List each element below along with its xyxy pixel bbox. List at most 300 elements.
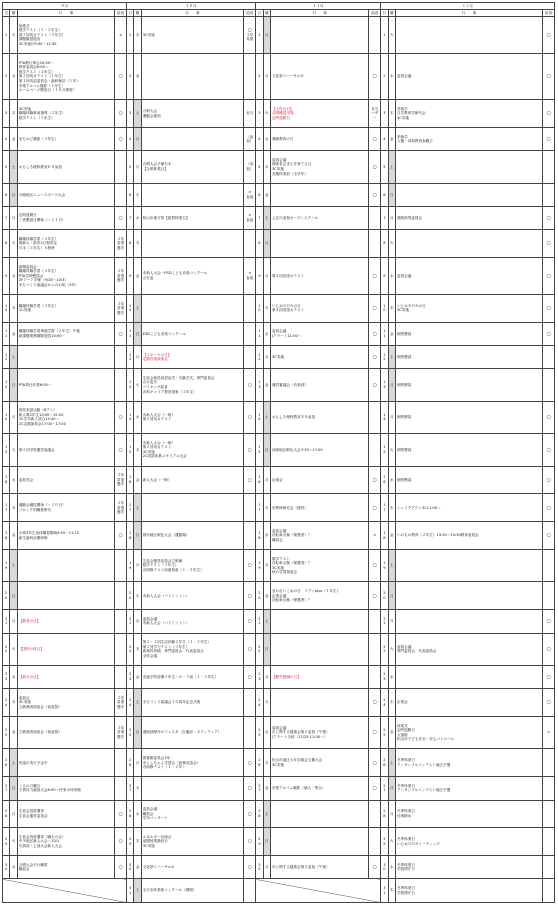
lunch-mark xyxy=(244,522,256,550)
lunch-mark: ◯ xyxy=(543,401,555,433)
lunch-mark: ◯ xyxy=(543,665,555,688)
day-number: 7 xyxy=(3,206,10,229)
event-text: 委員長会 xyxy=(17,466,114,494)
weekday-label: 水 xyxy=(134,800,141,828)
day-number: 23 xyxy=(3,665,10,688)
lunch-mark xyxy=(369,665,381,688)
event-text: 新聞委員会 職場体験学習（２年生） PTA学校懇談会 2Fアート手帳（9/28～10/3） まちづくり協議会からのお知（3年） xyxy=(17,258,114,295)
lunch-mark: ◯ xyxy=(369,322,381,345)
day-header: 日 xyxy=(128,10,132,15)
day-number: 18 xyxy=(3,522,10,550)
event-text xyxy=(270,230,369,258)
calendar-row xyxy=(3,856,555,879)
day-number: 15 xyxy=(126,434,133,466)
lunch-mark: 弁当 バザー xyxy=(369,100,381,128)
event-text: 合唱大会予備日② 【合唱休業日】 xyxy=(141,151,244,183)
lunch-mark: ◯ xyxy=(244,856,256,879)
event-text xyxy=(395,230,542,258)
event-text: 冬季休業日 アンサンブルコンテスト地区予選 xyxy=(395,749,542,777)
day-number: 28 xyxy=(3,800,10,828)
day-number: 13 xyxy=(381,369,388,401)
lunch-mark xyxy=(115,183,127,206)
weekday-label: 木 xyxy=(10,689,17,717)
event-text: 第２回学校運営協議会 xyxy=(17,434,114,466)
weekday-label: 金 xyxy=(134,665,141,688)
weekday-label: 土 xyxy=(10,749,17,777)
lunch-mark: ◯ xyxy=(115,434,127,466)
day-number: 23 xyxy=(381,665,388,688)
event-text: 運営審議会（音楽部） xyxy=(270,369,369,401)
lunch-mark: （参 加） xyxy=(244,128,256,151)
lunch-mark xyxy=(543,828,555,856)
day-number: 31 xyxy=(381,879,388,902)
weekday-label: 火 xyxy=(263,689,270,717)
weekday-label: 日 xyxy=(134,522,141,550)
day-number: 13 xyxy=(256,369,263,401)
day-number: 28 xyxy=(381,800,388,828)
event-text xyxy=(17,346,114,369)
event-text: 立候補者演説会（前夜祭） xyxy=(17,717,114,749)
day-number: 21 xyxy=(126,610,133,633)
day-number: 15 xyxy=(381,434,388,466)
calendar-row xyxy=(3,183,555,206)
weekday-label: 土 xyxy=(10,151,17,183)
weekday-label: 火 xyxy=(388,633,395,665)
event-text xyxy=(141,54,244,100)
event-text: おもしろ理科教室ＥＳ参加 xyxy=(17,151,114,183)
event-text: PTA教行事会10:00～ 教育委員会6:00～ 数学テスト（３年生） 第２回英カテスト（１年生） 第１回英語委員会・歯科検診（１年） 卒業アルバム撮影（１年生） ホームページ開放日（１０分程度） xyxy=(17,54,114,100)
day-number: 26 xyxy=(3,749,10,777)
day-number: 16 xyxy=(126,466,133,494)
lunch-mark: ◯ xyxy=(244,777,256,800)
day-number: 6 xyxy=(3,183,10,206)
weekday-label: 月 xyxy=(134,346,141,369)
lunch-mark: ◯ xyxy=(369,777,381,800)
day-number: 9 xyxy=(3,258,10,295)
lunch-mark: ◯ xyxy=(369,54,381,100)
lunch-mark xyxy=(244,346,256,369)
calendar-row xyxy=(3,17,555,54)
event-text: 虫歯予防診療２年生・６・７組（１・２年生） xyxy=(141,665,244,688)
event-text: 【国民の休日】 xyxy=(17,633,114,665)
event-text: 全日本吹奏楽コンクール（静岡） xyxy=(141,879,244,902)
weekday-label: 日 xyxy=(388,582,395,610)
weekday-label: 月 xyxy=(134,550,141,582)
day-number: 25 xyxy=(126,717,133,749)
event-text: 委員会議 職員会 学年コンサート xyxy=(141,800,244,828)
event-text xyxy=(270,828,369,856)
day-number: 11 xyxy=(256,322,263,345)
event-text: くるの日曜日 子供体力調査大会8:00～民家小体育館 xyxy=(17,777,114,800)
day-number: 7 xyxy=(381,206,388,229)
month-header-row xyxy=(3,3,555,10)
event-text: 義務教育の日 xyxy=(270,128,369,151)
lunch-mark: （参 加） xyxy=(244,151,256,183)
calendar-row xyxy=(3,689,555,717)
lunch-mark: ◯ xyxy=(115,401,127,433)
event-text: 生徒会役員選挙（職もの会） 中予地区新人大会～10/1 写真部・上部大会新人大会 xyxy=(17,828,114,856)
weekday-label: 土 xyxy=(263,401,270,433)
event-text: おもしろ理科教室ＥＳ参加 xyxy=(270,401,369,433)
weekday-label: 水 xyxy=(10,54,17,100)
lunch-mark: ◯ xyxy=(244,749,256,777)
weekday-label: 月 xyxy=(388,401,395,433)
weekday-label: 月 xyxy=(263,258,270,295)
event-text: 個別懇談 xyxy=(395,401,542,433)
weekday-label: 水 xyxy=(10,856,17,879)
lunch-mark: × 参加 xyxy=(244,258,256,295)
lunch-mark: 弁当 xyxy=(244,100,256,128)
weekday-label: 火 xyxy=(388,434,395,466)
event-text: 職場体験学習（２年生） 県新人・郡市2日程設定 月末（２年生）５校時 xyxy=(17,230,114,258)
weekday-label: 金 xyxy=(263,582,270,610)
event-header: 行 事 xyxy=(141,10,244,17)
day-number: 19 xyxy=(3,550,10,582)
day-number: 29 xyxy=(256,828,263,856)
lunch-mark xyxy=(369,610,381,633)
event-text: 冬季休業日 いじめＳＯＳミーティング xyxy=(395,828,542,856)
lunch-mark xyxy=(369,828,381,856)
lunch-mark xyxy=(543,879,555,902)
weekday-label: 金 xyxy=(263,369,270,401)
weekday-label: 金 xyxy=(263,183,270,206)
day-number: 14 xyxy=(381,401,388,433)
event-text: 市新人大会・ESDこども音楽コンクール 合行委 xyxy=(141,258,244,295)
lunch-mark: ３年 希望 選手 xyxy=(115,689,127,717)
day-number: 11 xyxy=(3,322,10,345)
weekday-header: 曜 xyxy=(135,10,140,15)
calendar-row xyxy=(3,582,555,610)
day-number: 21 xyxy=(3,610,10,633)
event-text: まちづくり協議会１０周年記念式典 xyxy=(141,689,244,717)
day-number: 28 xyxy=(126,800,133,828)
event-text xyxy=(141,777,244,800)
weekday-label: 木 xyxy=(134,633,141,665)
weekday-label: 金 xyxy=(134,466,141,494)
day-number: 1 xyxy=(3,17,10,54)
column-header-row xyxy=(3,10,555,17)
weekday-label: 月 xyxy=(263,665,270,688)
day-number: 9 xyxy=(126,258,133,295)
weekday-label: 日 xyxy=(388,183,395,206)
weekday-label: 火 xyxy=(10,230,17,258)
event-text: エネルギー計画会 前期授業最終日 3C実施 xyxy=(141,828,244,856)
weekday-label: 水 xyxy=(388,856,395,879)
weekday-label: 水 xyxy=(388,54,395,100)
day-number: 19 xyxy=(126,550,133,582)
day-number: 27 xyxy=(381,777,388,800)
event-text: 分館地区ニュースポーツ大会 xyxy=(17,183,114,206)
day-number: 24 xyxy=(126,689,133,717)
weekday-label: 水 xyxy=(134,610,141,633)
event-text: 委員会議 Jアラート11:00～ xyxy=(270,322,369,345)
weekday-label: 木 xyxy=(388,494,395,522)
month-header: １２月 xyxy=(381,3,555,10)
event-text: 【勤労感謝の日】 xyxy=(270,665,369,688)
lunch-mark: ◯ xyxy=(244,610,256,633)
calendar-row xyxy=(3,54,555,100)
day-number: 30 xyxy=(381,856,388,879)
day-number: 18 xyxy=(381,522,388,550)
lunch-mark: ◯ xyxy=(543,128,555,151)
weekday-label: 火 xyxy=(134,582,141,610)
lunch-mark: ◯ xyxy=(369,128,381,151)
weekday-label: 土 xyxy=(263,800,270,828)
day-number: 10 xyxy=(126,295,133,323)
day-number: 12 xyxy=(381,346,388,369)
day-number: 20 xyxy=(126,582,133,610)
calendar-row xyxy=(3,633,555,665)
weekday-label: 水 xyxy=(134,206,141,229)
weekday-label: 火 xyxy=(10,17,17,54)
lunch-mark xyxy=(369,230,381,258)
day-number: 25 xyxy=(381,717,388,749)
lunch-mark: ◯ ３年 希望 xyxy=(244,17,256,54)
month-header: １０月 xyxy=(126,3,255,10)
event-text: 市新人大会（一般） 第２回英カテスト xyxy=(141,401,244,433)
event-text: 第２・３回生活体験２年生（１・２年生） 第２回学力テスト（３年生） 新規体育館、専門委員会・代表委員会 全体会議 xyxy=(141,633,244,665)
lunch-mark: ◯ xyxy=(543,295,555,323)
event-text: 【敬老の日】 xyxy=(17,610,114,633)
day-number: 8 xyxy=(381,230,388,258)
event-text: 委員会議 自転車点検（保護者）？ 職員会 xyxy=(270,522,369,550)
weekday-label: 木 xyxy=(263,346,270,369)
weekday-label: 日 xyxy=(263,633,270,665)
weekday-label: 月 xyxy=(134,151,141,183)
day-number: 27 xyxy=(126,777,133,800)
weekday-label: 月 xyxy=(10,206,17,229)
calendar-row xyxy=(3,800,555,828)
weekday-label: 火 xyxy=(263,494,270,522)
event-text: 市新人大会（バドミントン） xyxy=(141,582,244,610)
day-number: 13 xyxy=(3,369,10,401)
day-number: 19 xyxy=(381,550,388,582)
weekday-label: 月 xyxy=(10,610,17,633)
day-number: 24 xyxy=(381,689,388,717)
event-text: 個別懇談 xyxy=(395,434,542,466)
lunch-mark: ◯ xyxy=(244,828,256,856)
weekday-label: 火 xyxy=(134,369,141,401)
day-number: 22 xyxy=(3,633,10,665)
lunch-mark: ◯ xyxy=(543,610,555,633)
lunch-mark: ◯ xyxy=(369,689,381,717)
lunch-mark: ◯ xyxy=(543,206,555,229)
day-number: 5 xyxy=(381,151,388,183)
weekday-label: 木 xyxy=(134,17,141,54)
weekday-label: 木 xyxy=(134,230,141,258)
lunch-mark: ３年 希望 選手 xyxy=(115,258,127,295)
weekday-label: 金 xyxy=(388,322,395,345)
weekday-label: 金 xyxy=(134,258,141,295)
day-number: 22 xyxy=(381,633,388,665)
weekday-label: 土 xyxy=(10,346,17,369)
lunch-mark: ◯ xyxy=(369,550,381,582)
lunch-mark: ◯ xyxy=(543,689,555,717)
day-header: 日 xyxy=(4,10,8,15)
event-text: 西部地区駅伝大会7:30～17:00 xyxy=(270,434,369,466)
weekday-label: 土 xyxy=(134,295,141,323)
weekday-label: 金 xyxy=(388,522,395,550)
lunch-mark: ３年 希望 選手 xyxy=(115,466,127,494)
weekday-label: 日 xyxy=(263,434,270,466)
calendar-row xyxy=(3,749,555,777)
event-text: 上浮穴高校オープンスクール xyxy=(270,206,369,229)
lunch-mark: ◯ xyxy=(543,258,555,295)
day-number: 29 xyxy=(126,828,133,856)
event-text: 管弦楽部活動（6アン） 新人戦2年生13:50～15:20 1C学年新人試合15:40～ 2C定期演奏会17:00～17:00 xyxy=(17,401,114,433)
event-text: 民謡の実行予定中 xyxy=(17,749,114,777)
event-text: 第４回英語カテスト xyxy=(270,258,369,295)
day-number: 13 xyxy=(126,369,133,401)
lunch-mark xyxy=(369,17,381,54)
lunch-mark: ◯ xyxy=(543,17,555,54)
event-text: 委員会議 市に関する健康会第２委員（午後） Jアラート手続（11/25 11:00～） xyxy=(270,717,369,749)
event-text: 個別懇談 xyxy=(395,322,542,345)
weekday-label: 木 xyxy=(10,494,17,522)
weekday-label: 日 xyxy=(10,369,17,401)
day-number: 21 xyxy=(256,610,263,633)
lunch-mark: ◯ xyxy=(115,100,127,128)
lunch-mark: ◯ xyxy=(115,522,127,550)
lunch-mark xyxy=(244,879,256,902)
day-number: 19 xyxy=(256,550,263,582)
day-number: 8 xyxy=(126,230,133,258)
day-number: 17 xyxy=(126,494,133,522)
lunch-mark: ◯ xyxy=(244,665,256,688)
weekday-label: 木 xyxy=(263,550,270,582)
weekday-label: 水 xyxy=(388,665,395,688)
lunch-mark: ◯ xyxy=(369,151,381,183)
lunch-mark xyxy=(244,322,256,345)
lunch-mark xyxy=(244,295,256,323)
lunch-mark xyxy=(543,856,555,879)
weekday-label: 水 xyxy=(10,466,17,494)
weekday-label: 火 xyxy=(263,295,270,323)
event-text: 小班3年生成体練習開始9:45～11:15 新生歯科診療研修 xyxy=(17,522,114,550)
event-text: 美術学 日学教育学研究会 3C実施 xyxy=(395,100,542,128)
day-number: 30 xyxy=(3,856,10,879)
lunch-mark: ◯ xyxy=(369,258,381,295)
event-text xyxy=(141,494,244,522)
event-text: 市新人大会（一般） 第２回英カテスト 3C実施 2C国語体系メモリアル大会 xyxy=(141,434,244,466)
lunch-mark xyxy=(115,777,127,800)
calendar-row xyxy=(3,151,555,183)
weekday-label: 月 xyxy=(388,206,395,229)
day-number: 16 xyxy=(256,466,263,494)
event-text: 委員会議 xyxy=(395,54,542,100)
weekday-label: 水 xyxy=(263,522,270,550)
lunch-mark xyxy=(115,550,127,582)
day-number: 15 xyxy=(3,434,10,466)
lunch-mark xyxy=(543,369,555,401)
lunch-mark xyxy=(543,582,555,610)
event-text xyxy=(395,183,542,206)
event-header: 行 事 xyxy=(395,10,542,17)
weekday-label: 火 xyxy=(388,828,395,856)
day-number: 7 xyxy=(256,206,263,229)
lunch-header: 給食 xyxy=(115,10,127,17)
weekday-label: 木 xyxy=(388,879,395,902)
day-number: 3 xyxy=(381,100,388,128)
calendar-row xyxy=(3,206,555,229)
lunch-mark xyxy=(115,346,127,369)
day-number: 5 xyxy=(3,151,10,183)
event-text: 職場体験学習事後学習（２年生）午後 新課題業務期限発送10:00～ xyxy=(17,322,114,345)
weekday-label: 土 xyxy=(388,346,395,369)
lunch-mark: × 参加 xyxy=(244,206,256,229)
event-text xyxy=(141,128,244,151)
day-number: 4 xyxy=(126,128,133,151)
lunch-mark: ◯ xyxy=(369,582,381,610)
day-number: 3 xyxy=(3,100,10,128)
day-number: 23 xyxy=(126,665,133,688)
lunch-mark xyxy=(244,54,256,100)
day-number: 1 xyxy=(256,17,263,54)
event-text xyxy=(17,582,114,610)
day-number: 16 xyxy=(381,466,388,494)
lunch-mark: ◯ xyxy=(543,230,555,258)
weekday-label: 金 xyxy=(10,717,17,749)
day-number: 31 xyxy=(126,879,133,902)
lunch-mark: ３年 希望 選手 xyxy=(115,295,127,323)
day-number: 22 xyxy=(256,633,263,665)
day-number: 9 xyxy=(381,258,388,295)
day-number: 6 xyxy=(126,183,133,206)
weekday-label: 月 xyxy=(388,800,395,828)
weekday-label: 日 xyxy=(134,322,141,345)
weekday-label: 日 xyxy=(263,230,270,258)
day-number: 30 xyxy=(126,856,133,879)
event-text xyxy=(395,151,542,183)
day-number: 14 xyxy=(256,401,263,433)
day-number: 29 xyxy=(3,828,10,856)
day-number: 9 xyxy=(256,258,263,295)
day-number: 18 xyxy=(126,522,133,550)
lunch-mark xyxy=(244,717,256,749)
lunch-mark: × xyxy=(543,717,555,749)
event-text: 3C実施 xyxy=(141,17,244,54)
weekday-label: 木 xyxy=(263,749,270,777)
weekday-label: 月 xyxy=(388,610,395,633)
day-number: 4 xyxy=(381,128,388,151)
event-text: いじめＳＯＳの日 第４回英語カテスト xyxy=(270,295,369,323)
weekday-label: 水 xyxy=(263,128,270,151)
calendar-row xyxy=(3,230,555,258)
event-text: 図書館委員会1年 市らしちゃん学習会（総務英語会） 各研修テスト（１・２年） xyxy=(141,749,244,777)
day-number: 24 xyxy=(256,689,263,717)
event-text: まけないこめの日 １ディplus（１年生） 企業会議 自転車点検（保護者）？ xyxy=(270,582,369,610)
event-text: 企業会 xyxy=(270,466,369,494)
day-number: 26 xyxy=(126,749,133,777)
event-text: シェイクアウト3C11:00～ xyxy=(395,494,542,522)
event-text xyxy=(270,689,369,717)
calendar-body xyxy=(3,17,555,903)
empty-day-cell xyxy=(256,879,381,902)
weekday-label: 木 xyxy=(10,100,17,128)
weekday-label: 月 xyxy=(263,856,270,879)
lunch-mark: ◯ xyxy=(543,466,555,494)
lunch-mark: ◯ xyxy=(244,401,256,433)
event-text xyxy=(395,610,542,633)
calendar-row xyxy=(3,295,555,323)
event-text: 合唱大会 運動会通知 xyxy=(141,100,244,128)
month-header: １１月 xyxy=(256,3,381,10)
calendar-row xyxy=(3,434,555,466)
day-number: 17 xyxy=(256,494,263,522)
event-text: 文化祭リハーサル① xyxy=(141,856,244,879)
event-text: 委員会議 xyxy=(395,258,542,295)
event-text: いのちの教育（２年生）13:30～14:30教育委員会 xyxy=(395,522,542,550)
